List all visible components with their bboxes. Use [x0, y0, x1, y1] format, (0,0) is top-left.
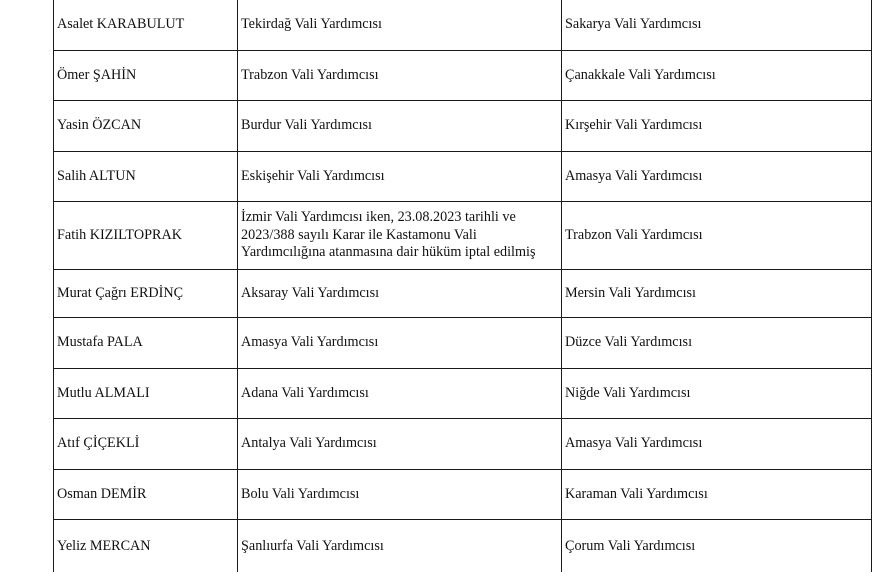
- previous-post-cell: Amasya Vali Yardımcısı: [238, 318, 562, 369]
- new-post-cell: Çorum Vali Yardımcısı: [562, 520, 872, 573]
- table-row: [54, 419, 872, 470]
- table-row: [54, 50, 872, 101]
- previous-post-cell: Aksaray Vali Yardımcısı: [238, 270, 562, 318]
- table-row: [54, 318, 872, 369]
- previous-post-cell: Burdur Vali Yardımcısı: [238, 101, 562, 152]
- name-cell: Fatih KIZILTOPRAK: [54, 202, 238, 270]
- previous-post-cell: Trabzon Vali Yardımcısı: [238, 50, 562, 101]
- table-row: [54, 151, 872, 202]
- previous-post-cell: İzmir Vali Yardımcısı iken, 23.08.2023 tarihli ve 2023/388 sayılı Karar ile Kastamonu Vali Yardımcılığına atanmasına dair hüküm iptal edilmiş: [238, 202, 562, 270]
- new-post-cell: Karaman Vali Yardımcısı: [562, 469, 872, 520]
- previous-post-cell: Şanlıurfa Vali Yardımcısı: [238, 520, 562, 573]
- table-row: [54, 202, 872, 270]
- table-row: [54, 101, 872, 152]
- name-cell: Ömer ŞAHİN: [54, 50, 238, 101]
- new-post-cell: Trabzon Vali Yardımcısı: [562, 202, 872, 270]
- table-row: [54, 0, 872, 50]
- previous-post-cell: Eskişehir Vali Yardımcısı: [238, 151, 562, 202]
- name-cell: Yeliz MERCAN: [54, 520, 238, 573]
- appointments-table: [53, 0, 872, 572]
- table-row: [54, 520, 872, 573]
- new-post-cell: Sakarya Vali Yardımcısı: [562, 0, 872, 50]
- new-post-cell: Düzce Vali Yardımcısı: [562, 318, 872, 369]
- new-post-cell: Kırşehir Vali Yardımcısı: [562, 101, 872, 152]
- name-cell: Osman DEMİR: [54, 469, 238, 520]
- new-post-cell: Çanakkale Vali Yardımcısı: [562, 50, 872, 101]
- new-post-cell: Niğde Vali Yardımcısı: [562, 368, 872, 419]
- name-cell: Asalet KARABULUT: [54, 0, 238, 50]
- previous-post-cell: Tekirdağ Vali Yardımcısı: [238, 0, 562, 50]
- name-cell: Murat Çağrı ERDİNÇ: [54, 270, 238, 318]
- name-cell: Atıf ÇİÇEKLİ: [54, 419, 238, 470]
- new-post-cell: Mersin Vali Yardımcısı: [562, 270, 872, 318]
- table-row: [54, 368, 872, 419]
- name-cell: Yasin ÖZCAN: [54, 101, 238, 152]
- previous-post-cell: Bolu Vali Yardımcısı: [238, 469, 562, 520]
- name-cell: Mustafa PALA: [54, 318, 238, 369]
- name-cell: Mutlu ALMALI: [54, 368, 238, 419]
- table-row: [54, 469, 872, 520]
- new-post-cell: Amasya Vali Yardımcısı: [562, 419, 872, 470]
- previous-post-cell: Adana Vali Yardımcısı: [238, 368, 562, 419]
- table-row: [54, 270, 872, 318]
- new-post-cell: Amasya Vali Yardımcısı: [562, 151, 872, 202]
- previous-post-cell: Antalya Vali Yardımcısı: [238, 419, 562, 470]
- name-cell: Salih ALTUN: [54, 151, 238, 202]
